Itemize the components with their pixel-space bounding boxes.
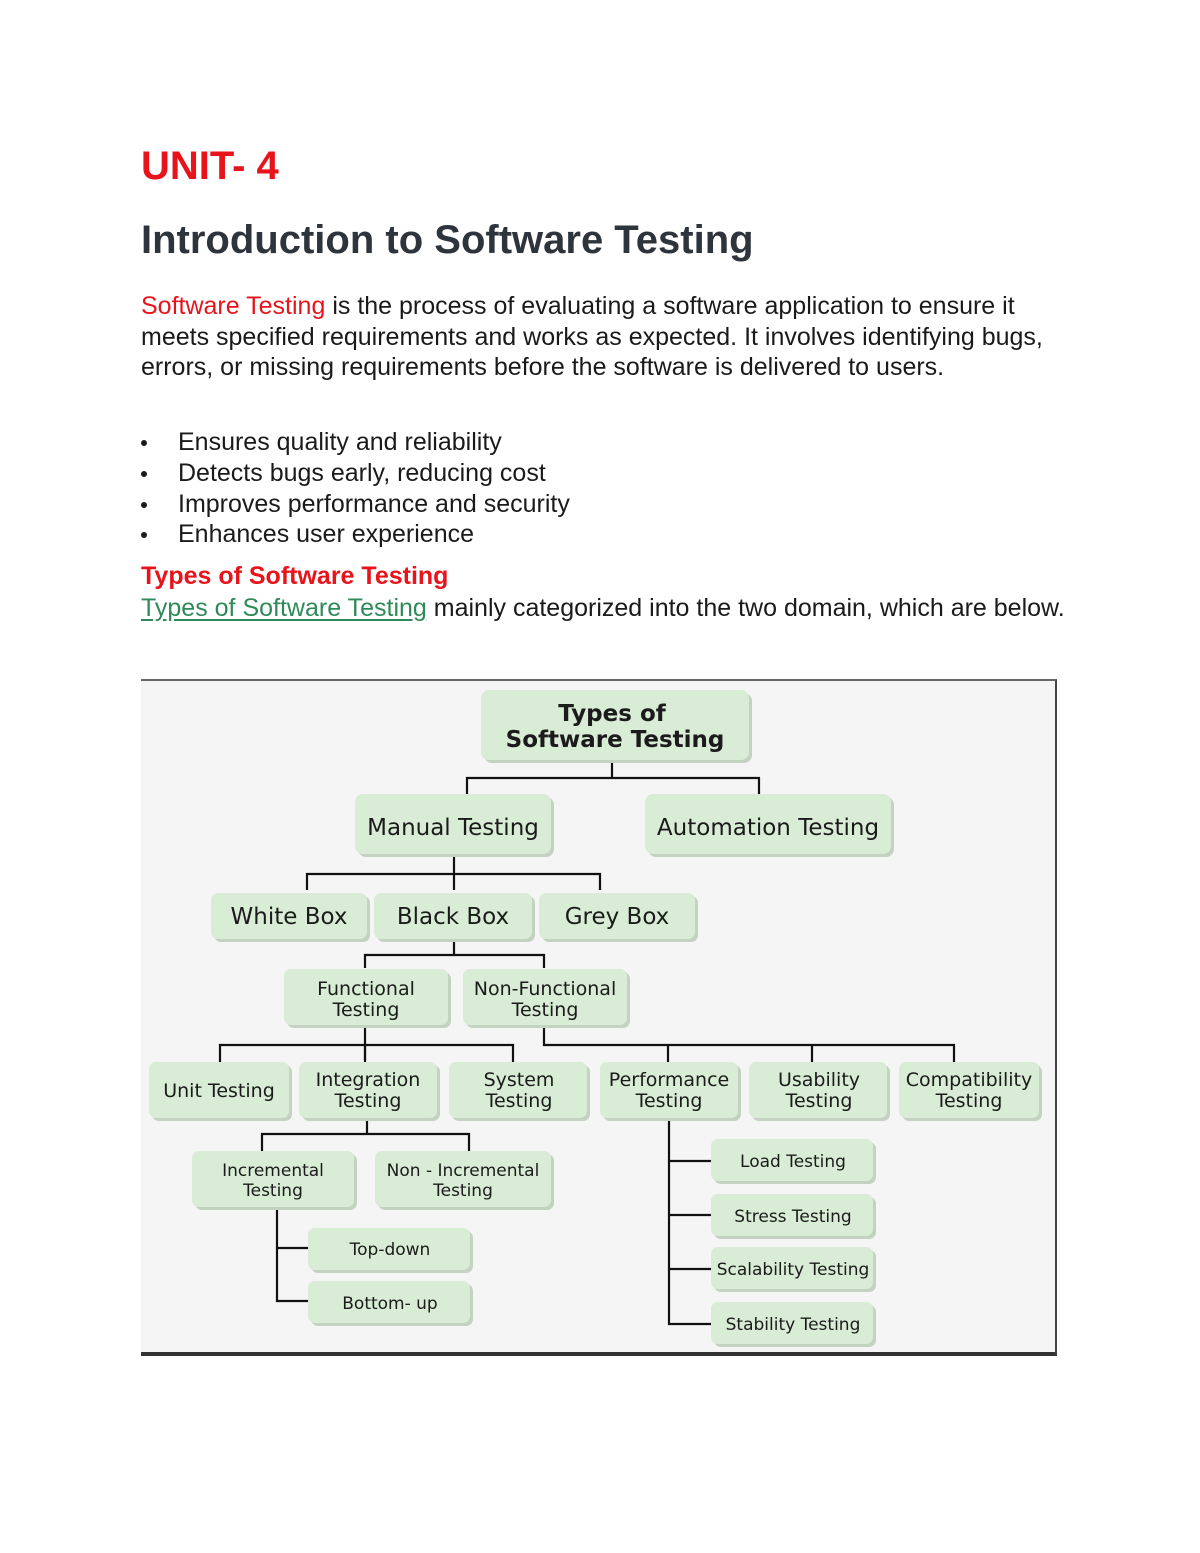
diagram-node-label: Testing xyxy=(334,1090,402,1112)
diagram-node-label: Stress Testing xyxy=(734,1207,852,1227)
diagram-node-white-box xyxy=(211,893,370,942)
diagram-node-label: Non - Incremental xyxy=(386,1161,540,1181)
list-item xyxy=(141,427,570,458)
bullet-icon xyxy=(141,471,147,477)
diagram-node-label: Performance xyxy=(608,1069,730,1091)
list-item-text: Improves performance and security xyxy=(178,489,570,518)
connector xyxy=(365,955,544,968)
diagram-node-integration-testing xyxy=(299,1062,440,1121)
diagram-node-label: Non-Functional xyxy=(473,978,617,1000)
diagram-node-label: White Box xyxy=(230,904,348,930)
diagram-node-stress-testing xyxy=(711,1194,876,1239)
diagram-node-label: Testing xyxy=(332,999,400,1021)
diagram-node-label: Software Testing xyxy=(505,727,725,753)
diagram-node-top-down xyxy=(308,1228,473,1273)
diagram-node-manual-testing xyxy=(355,794,554,857)
types-text: mainly categorized into the two domain, which are below. xyxy=(426,594,1065,622)
diagram-node-label: Grey Box xyxy=(564,904,670,930)
diagram-node-label: Testing xyxy=(485,1090,553,1112)
diagram-node-functional-testing xyxy=(284,969,451,1028)
diagram-node-scalability-testing xyxy=(711,1247,876,1292)
diagram-node-label: Integration xyxy=(315,1069,421,1091)
testing-types-diagram xyxy=(141,679,1057,1356)
diagram-node-root xyxy=(481,690,752,763)
diagram-node-bottom-up xyxy=(308,1281,473,1326)
diagram-node-label: Manual Testing xyxy=(367,815,539,841)
diagram-node-incremental-testing xyxy=(192,1151,357,1210)
types-heading: Types of Software Testing xyxy=(141,562,449,590)
intro-text: is the process of evaluating a software application to ensure it meets specified requirements and works as expected. It involves identifying bugs, errors, or missing requirements before the software is delivered to users. xyxy=(141,292,1043,381)
diagram-node-label: Black Box xyxy=(396,904,510,930)
list-item xyxy=(141,458,570,489)
unit-title: UNIT- 4 xyxy=(141,144,279,188)
diagram-node-label: Testing xyxy=(635,1090,703,1112)
connector xyxy=(669,1117,711,1324)
diagram-node-grey-box xyxy=(539,893,698,942)
diagram-node-label: Top-down xyxy=(349,1240,431,1260)
connector xyxy=(467,778,759,794)
diagram-node-usability-testing xyxy=(749,1062,890,1121)
diagram-node-compatibility-testing xyxy=(899,1062,1042,1121)
intro-paragraph xyxy=(141,291,1071,383)
types-link[interactable]: Types of Software Testing xyxy=(141,594,427,622)
diagram-node-label: Usability xyxy=(777,1069,861,1091)
bullet-icon xyxy=(141,440,147,446)
bullet-icon xyxy=(141,532,147,538)
intro-term: Software Testing xyxy=(141,292,326,320)
diagram-node-label: Compatibility xyxy=(905,1069,1033,1091)
diagram-node-non-functional-testing xyxy=(463,969,630,1028)
list-item-text: Ensures quality and reliability xyxy=(178,428,502,456)
diagram-node-label: Unit Testing xyxy=(163,1080,275,1102)
page-title: Introduction to Software Testing xyxy=(141,218,754,262)
diagram-node-stability-testing xyxy=(711,1302,876,1347)
list-item xyxy=(141,519,570,550)
connector xyxy=(277,1207,308,1301)
diagram-node-label: Scalability Testing xyxy=(716,1260,870,1280)
bullet-icon xyxy=(141,502,147,508)
diagram-node-black-box xyxy=(374,893,535,942)
benefits-list xyxy=(141,427,570,550)
diagram-node-label: Testing xyxy=(785,1090,853,1112)
list-item xyxy=(141,489,570,520)
diagram-svg xyxy=(141,681,1053,1352)
diagram-node-automation-testing xyxy=(645,794,894,857)
diagram-node-label: Bottom- up xyxy=(342,1294,438,1314)
list-item-text: Detects bugs early, reducing cost xyxy=(178,458,546,487)
diagram-node-label: Functional xyxy=(317,978,415,1000)
diagram-node-label: Incremental xyxy=(222,1161,324,1181)
diagram-node-label: System xyxy=(483,1069,555,1091)
types-paragraph xyxy=(141,591,1071,626)
list-item-text: Enhances user experience xyxy=(178,520,475,549)
diagram-node-label: Stability Testing xyxy=(725,1315,861,1335)
diagram-node-label: Testing xyxy=(433,1181,493,1201)
diagram-node-label: Types of xyxy=(558,701,666,727)
diagram-node-performance-testing xyxy=(600,1062,741,1121)
diagram-node-unit-testing xyxy=(149,1062,292,1121)
diagram-node-label: Testing xyxy=(935,1090,1003,1112)
diagram-node-label: Automation Testing xyxy=(656,815,880,841)
diagram-node-label: Load Testing xyxy=(740,1152,846,1172)
diagram-node-system-testing xyxy=(449,1062,590,1121)
diagram-node-non-incremental-testing xyxy=(375,1151,554,1210)
connector xyxy=(262,1134,469,1151)
diagram-node-load-testing xyxy=(711,1139,876,1184)
diagram-node-label: Testing xyxy=(243,1181,303,1201)
diagram-node-label: Testing xyxy=(511,999,579,1021)
connector xyxy=(220,1045,513,1062)
